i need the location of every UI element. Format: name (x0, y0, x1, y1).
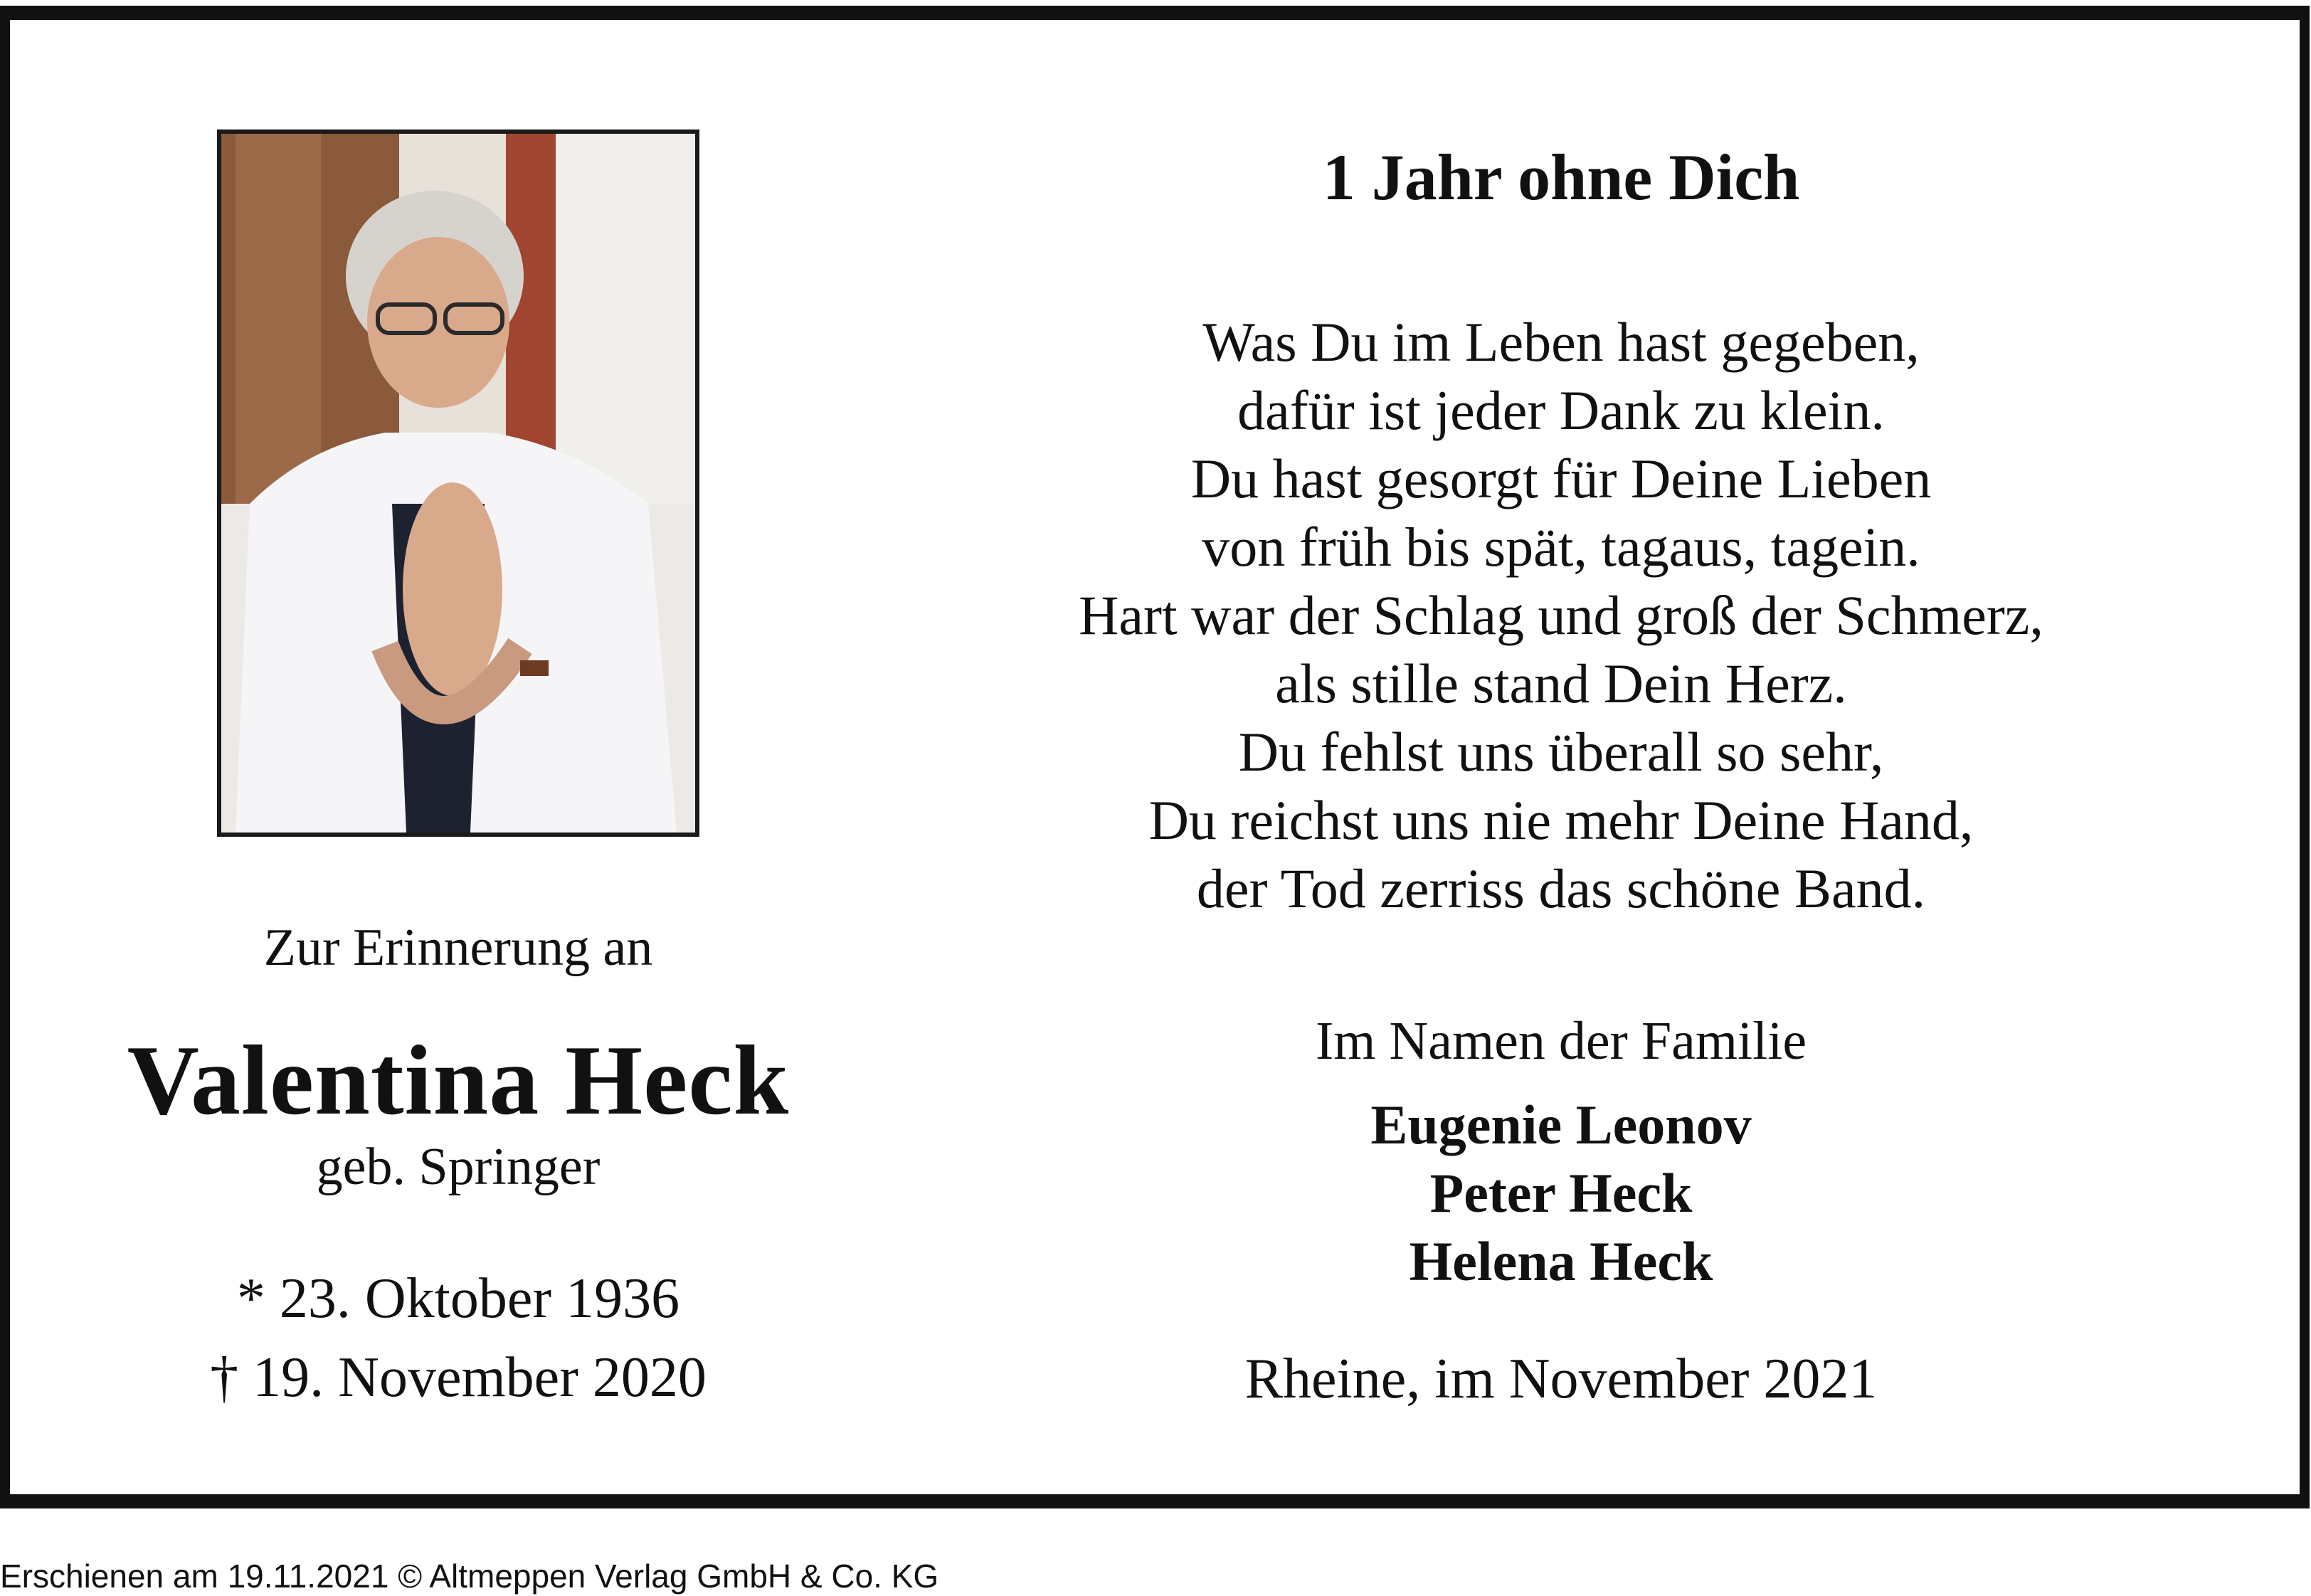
portrait-photo-icon (221, 134, 695, 833)
poem-line: der Tod zerriss das schöne Band. (1196, 857, 1926, 919)
memorial-notice (0, 6, 2310, 1508)
maiden-name: geb. Springer (316, 1138, 601, 1196)
headline: 1 Jahr ohne Dich (1322, 141, 1800, 213)
death-date: † 19. November 2020 (210, 1346, 707, 1409)
poem-line: von früh bis spät, tagaus, tagein. (1202, 516, 1920, 578)
place-date: Rheine, im November 2021 (1244, 1348, 1878, 1410)
family-member-name: Eugenie Leonov (1370, 1094, 1752, 1156)
deceased-portrait-photo (217, 130, 699, 837)
poem-line: Du hast gesorgt für Deine Lieben (1190, 448, 1932, 509)
birth-date: * 23. Oktober 1936 (236, 1267, 680, 1330)
poem-line: Was Du im Leben hast gegeben, (1202, 311, 1920, 373)
publication-footer: Erschienen am 19.11.2021 © Altmeppen Verlag GmbH & Co. KG (0, 1558, 939, 1595)
family-intro: Im Namen der Familie (1315, 1011, 1807, 1071)
left-column (10, 20, 906, 1494)
family-members (956, 1091, 2166, 1296)
poem-line: dafür ist jeder Dank zu klein. (1237, 379, 1885, 441)
family-member-name: Peter Heck (1429, 1162, 1693, 1224)
family-member-name: Helena Heck (1409, 1230, 1713, 1292)
memory-label: Zur Erinnerung an (263, 919, 653, 977)
deceased-name: Valentina Heck (127, 1025, 790, 1136)
poem-line: Du fehlst uns überall so sehr, (1238, 721, 1884, 783)
right-column (956, 20, 2166, 1494)
poem-line: als stille stand Dein Herz. (1275, 652, 1847, 714)
poem-line: Hart war der Schlag und groß der Schmerz, (1079, 584, 2043, 646)
poem-line: Du reichst uns nie mehr Deine Hand, (1148, 789, 1974, 851)
poem (956, 308, 2166, 923)
